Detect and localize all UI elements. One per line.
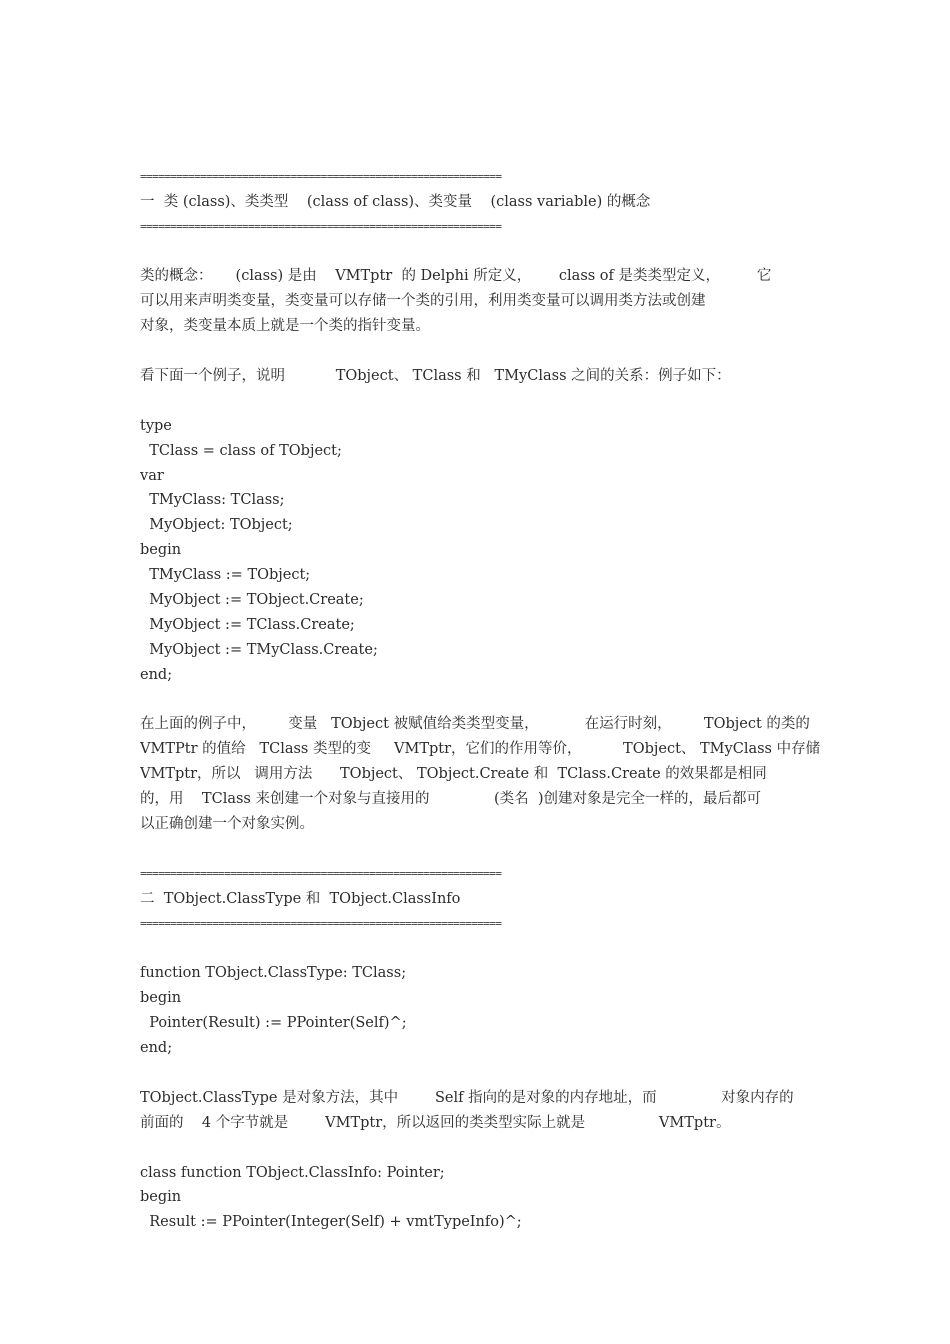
paragraph-line: 可以用来声明类变量，类变量可以存储一个类的引用，利用类变量可以调用类方法或创建 [140, 293, 706, 310]
blank-line [140, 1061, 820, 1086]
code-line: TClass = class of TObject; [140, 442, 342, 459]
paragraph-line: 的，用 TClass 来创建一个对象与直接用的 (类名 )创建对象是完全一样的，最后都可 [140, 791, 762, 808]
blank-line [140, 937, 820, 962]
paragraph-line: 在上面的例子中， 变量 TObject 被赋值给类类型变量， 在运行时刻， TObject 的类的 [140, 716, 810, 733]
code-line: begin [140, 542, 182, 559]
code-line: Pointer(Result) := PPointer(Self)^; [140, 1015, 407, 1032]
blank-line [140, 688, 820, 713]
code-line: Result := PPointer(Integer(Self) + vmtTypeInfo)^; [140, 1214, 522, 1231]
blank-line [140, 240, 820, 265]
section-divider: ============================================================ [140, 866, 502, 880]
section-divider: ============================================================ [140, 219, 502, 233]
code-line: begin [140, 1189, 182, 1206]
code-line: type [140, 417, 172, 434]
code-line: TMyClass := TObject; [140, 567, 311, 584]
code-line: function TObject.ClassType: TClass; [140, 965, 407, 982]
paragraph-line: 看下面一个例子，说明 TObject、 TClass 和 TMyClass 之间的关系：例子如下： [140, 368, 731, 385]
section-divider: ============================================================ [140, 169, 502, 183]
code-line: end; [140, 1040, 173, 1057]
code-line: begin [140, 990, 182, 1007]
blank-line [140, 1136, 820, 1161]
code-line: MyObject := TObject.Create; [140, 592, 364, 609]
section-heading: 一 类 (class)、类类型 (class of class)、类变量 (class variable) 的概念 [140, 193, 651, 210]
code-line: var [140, 467, 164, 484]
blank-line [140, 140, 820, 165]
code-line: MyObject := TClass.Create; [140, 616, 355, 633]
code-line: MyObject: TObject; [140, 517, 293, 534]
blank-line [140, 339, 820, 364]
blank-line [140, 837, 820, 862]
paragraph-line: 前面的 4 个字节就是 VMTptr，所以返回的类类型实际上就是 VMTptr。 [140, 1114, 731, 1131]
document-page [140, 140, 820, 1235]
code-line: class function TObject.ClassInfo: Pointer; [140, 1164, 445, 1181]
section-divider: ============================================================ [140, 916, 502, 930]
paragraph-line: VMTPtr 的值给 TClass 类型的变 VMTptr，它们的作用等价， TObject、 TMyClass 中存储 [140, 741, 820, 758]
section-heading: 二 TObject.ClassType 和 TObject.ClassInfo [140, 890, 461, 907]
code-line: MyObject := TMyClass.Create; [140, 641, 378, 658]
code-line: end; [140, 666, 173, 683]
paragraph-line: 类的概念： (class) 是由 VMTptr 的 Delphi 所定义， class of 是类类型定义， 它 [140, 268, 772, 285]
code-line: TMyClass: TClass; [140, 492, 285, 509]
paragraph-line: 以正确创建一个对象实例。 [140, 816, 314, 833]
paragraph-line: TObject.ClassType 是对象方法，其中 Self 指向的是对象的内存地址，而 对象内存的 [140, 1089, 794, 1106]
paragraph-line: 对象，类变量本质上就是一个类的指针变量。 [140, 318, 430, 335]
blank-line [140, 389, 820, 414]
paragraph-line: VMTptr，所以 调用方法 TObject、 TObject.Create 和 TClass.Create 的效果都是相同 [140, 766, 767, 783]
